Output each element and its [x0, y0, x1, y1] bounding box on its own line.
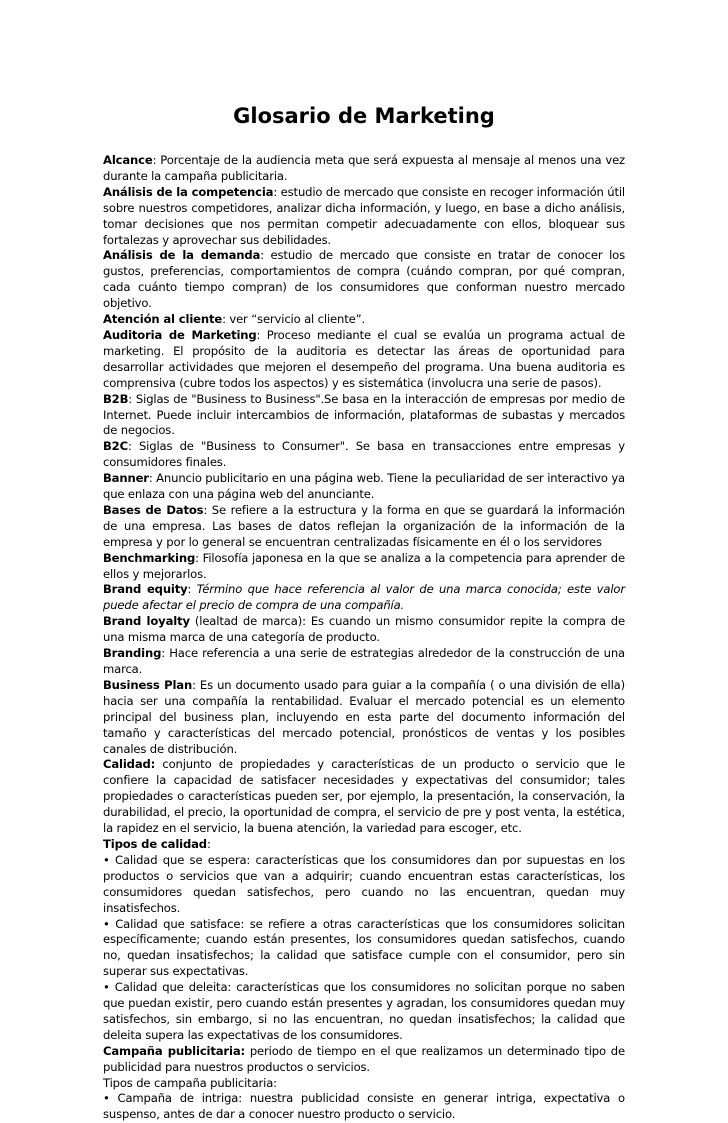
entry-definition: Anuncio publicitario en una página web. Tiene la peculiaridad de ser interactivo ya que enlaza con una página web del anunciante.: [103, 471, 625, 502]
entry-separator: :: [256, 327, 267, 342]
glossary-entry: [103, 248, 625, 312]
glossary-entry: [103, 646, 625, 678]
entry-definition: Término que hace referencia al valor de una marca conocida; este valor puede afectar el precio de compra de una compañía.: [103, 582, 625, 613]
glossary-body: [103, 153, 625, 1123]
glossary-entry: [103, 582, 625, 614]
entry-term: Bases de Datos: [103, 502, 204, 517]
page-title: Glosario de Marketing: [233, 104, 495, 128]
entry-term: Calidad:: [103, 757, 156, 772]
entry-definition: Filosofía japonesa en la que se analiza a la competencia para aprender de ellos y mejorarlos.: [103, 550, 625, 581]
glossary-entry: [103, 837, 625, 853]
entry-term: Benchmarking: [103, 550, 196, 565]
glossary-entry: [103, 1076, 625, 1092]
glossary-entry: [103, 917, 625, 981]
entry-definition: Proceso mediante el cual se evalúa un programa actual de marketing. El propósito de la auditoria es detectar las áreas de oportunidad para desarrollar actividades que mejoren el desempeño del programa. Una buena auditoria es comprensiva (cubre todos los aspectos) y es sistemática (involucra una serie de pasos).: [103, 327, 625, 390]
glossary-entry: [103, 678, 625, 758]
entry-term: Branding: [103, 646, 162, 661]
entry-separator: :: [203, 502, 212, 517]
entry-separator: :: [127, 439, 139, 454]
entry-definition: estudio de mercado que consiste en recoger información útil sobre nuestros competidores, analizar dicha información, y luego, en base a dicho análisis, tomar decisiones que nos permitan competir adecuadamente con ellos, bloquear sus fortalezas y aprovechar sus debilidades.: [103, 184, 625, 247]
entry-term: Brand loyalty: [103, 614, 190, 629]
entry-term: Análisis de la demanda: [103, 248, 261, 263]
glossary-entry: [103, 312, 625, 328]
entry-separator: :: [187, 582, 197, 597]
entry-definition: Porcentaje de la audiencia meta que será expuesta al mensaje al menos una vez durante la campaña publicitaria.: [103, 153, 625, 183]
entry-term: B2C: [103, 439, 128, 454]
entry-separator: :: [206, 836, 211, 851]
glossary-entry: [103, 757, 625, 837]
entry-term: Business Plan: [103, 677, 193, 692]
glossary-entry: [103, 503, 625, 551]
entry-separator: :: [273, 184, 281, 199]
glossary-entry: [103, 392, 625, 440]
glossary-entry: [103, 1044, 625, 1076]
glossary-entry: [103, 328, 625, 392]
entry-definition: estudio de mercado que consiste en tratar de conocer los gustos, preferencias, comportamientos de compra (cuándo compran, por qué compran, cada cuánto tiempo compran) de los consumidores que conforman nuestro mercado objetivo.: [103, 248, 625, 311]
glossary-entry: [103, 185, 625, 249]
entry-definition: • Calidad que se espera: características que los consumidores dan por supuestas en los productos o servicios que van a adquirir; cuando encuentran estas características, los consumidores quedan satisfechos, pero cuando no las encuentran, quedan muy insatisfechos.: [103, 852, 625, 915]
entry-separator: :: [192, 677, 200, 692]
entry-term: Atención al cliente: [103, 312, 223, 327]
entry-definition: periodo de tiempo en el que realizamos un determinado tipo de publicidad para nuestros productos o servicios.: [103, 1043, 625, 1074]
entry-definition: (lealtad de marca): Es cuando un mismo consumidor repite la compra de una misma marca de una categoría de producto.: [103, 614, 625, 645]
entry-definition: Hace referencia a una serie de estrategias alrededor de la construcción de una marca.: [103, 646, 626, 676]
entry-separator: :: [161, 646, 170, 661]
entry-definition: Se refiere a la estructura y la forma en que se guardará la información de una empresa. Las bases de datos reflejan la organización de la información de la empresa y por lo general se encuentran centralizadas físicamente en él o los servidores: [103, 502, 625, 549]
entry-definition: ver “servicio al cliente”.: [229, 312, 365, 327]
glossary-entry: [103, 471, 625, 503]
entry-separator: :: [152, 153, 161, 167]
entry-term: Banner: [103, 471, 149, 486]
glossary-entry: [103, 980, 625, 1044]
entry-term: Análisis de la competencia: [103, 184, 274, 199]
glossary-entry: [103, 439, 625, 471]
glossary-entry: [103, 551, 625, 583]
entry-term: B2B: [103, 391, 129, 406]
entry-term: Alcance: [103, 153, 153, 167]
entry-definition: • Calidad que deleita: características que los consumidores no solicitan porque no saben que puedan existir, pero cuando están presentes y agradan, los consumidores quedan muy satisfechos, sin embargo, si no las encuentran, no quedan insatisfechos; la calidad que deleita supera las expectativas de los consumidores.: [103, 980, 625, 1042]
entry-definition: Siglas de "Business to Business".Se basa en la interacción de empresas por medio de Internet. Puede incluir intercambios de información, plataformas de subastas y mercados de negocios.: [103, 391, 625, 438]
entry-term: Brand equity: [103, 582, 188, 597]
entry-term: Auditoria de Marketing: [103, 327, 257, 342]
entry-definition: • Campaña de intriga: nuestra publicidad consiste en generar intriga, expectativa o suspenso, antes de dar a conocer nuestro producto o servicio.: [103, 1091, 625, 1122]
entry-separator: :: [128, 391, 136, 406]
entry-separator: :: [222, 312, 230, 327]
entry-definition: conjunto de propiedades y características de un producto o servicio que le confiere la capacidad de satisfacer necesidades y expectativas del consumidor; tales propiedades o características pueden ser, por ejemplo, la presentación, la conservación, la durabilidad, el precio, la oportunidad de compra, el servicio de pre y post venta, la estética, la rapidez en el servicio, la buena atención, la variedad para escoger, etc.: [103, 757, 625, 836]
entry-definition: Siglas de "Business to Consumer". Se basa en transacciones entre empresas y consumidores finales.: [103, 439, 626, 470]
glossary-entry: [103, 853, 625, 917]
entry-definition: Es un documento usado para guiar a la compañía ( o una división de ella) hacia ser una compañía la rentabilidad. Evaluar el mercado potencial es un elemento principal del business plan, incluyendo en esta parte del documento información del tamaño y características del mercado potencial, pronósticos de ventas y los posibles canales de distribución.: [103, 677, 625, 756]
entry-definition: • Calidad que satisface: se refiere a otras características que los consumidores solicitan específicamente; cuando están presentes, los consumidores quedan satisfechos, cuando no, quedan insatisfechos; la calidad que satisface cumple con el consumidor, pero sin superar sus expectativas.: [103, 916, 625, 979]
entry-definition: Tipos de campaña publicitaria:: [103, 1075, 277, 1090]
entry-separator: :: [260, 248, 271, 263]
glossary-entry: [103, 1091, 625, 1123]
entry-term: Campaña publicitaria:: [103, 1043, 245, 1058]
entry-term: Tipos de calidad: [103, 836, 207, 851]
entry-separator: :: [148, 471, 157, 486]
glossary-entry: [103, 153, 625, 185]
glossary-entry: [103, 614, 625, 646]
entry-separator: :: [195, 550, 203, 565]
